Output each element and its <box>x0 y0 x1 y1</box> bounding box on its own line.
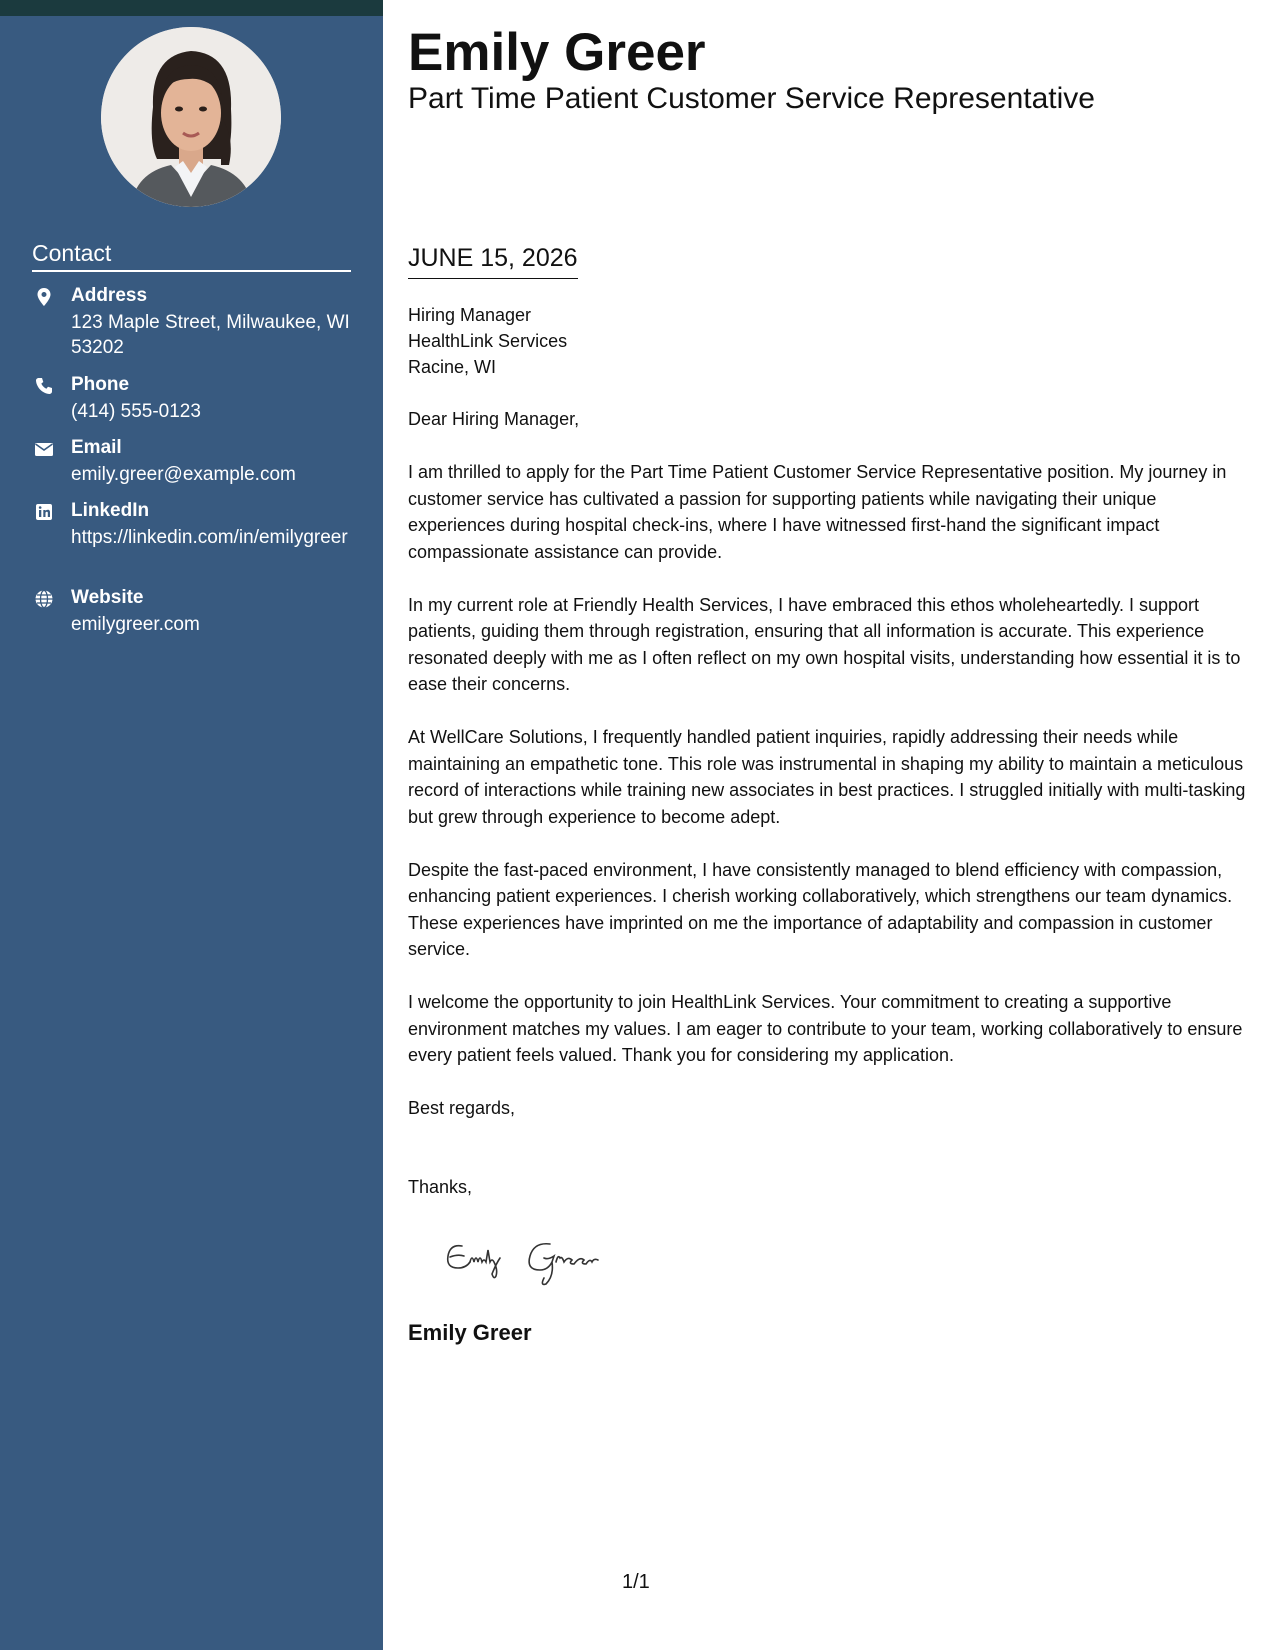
linkedin-icon <box>34 502 54 522</box>
sidebar-top-bar <box>0 0 383 16</box>
contact-label: Email <box>71 437 122 458</box>
contact-label: Website <box>71 587 144 608</box>
globe-icon <box>34 589 54 609</box>
phone-value: (414) 555-0123 <box>71 401 201 422</box>
recipient-line: HealthLink Services <box>408 331 568 351</box>
avatar <box>101 27 281 207</box>
signer-name: Emily Greer <box>408 1320 532 1345</box>
handwritten-signature <box>440 1228 640 1288</box>
address-value: 123 Maple Street, Milwaukee, WI 53202 <box>71 312 350 358</box>
email-value[interactable]: emily.greer@example.com <box>71 464 296 485</box>
website-value[interactable]: emilygreer.com <box>71 614 200 635</box>
paragraph: At WellCare Solutions, I frequently handled patient inquiries, rapidly addressing their needs while maintaining an empathetic tone. This role was instrumental in shaping my ability to maintain a meticulous record of interactions while training new associates in best practices. I struggled initially with multi-tasking but grew through experience to become adept. <box>408 727 1246 827</box>
recipient-line: Hiring Manager <box>408 305 532 325</box>
contact-label: Address <box>71 285 148 306</box>
recipient-line: Racine, WI <box>408 357 497 377</box>
salutation: Dear Hiring Manager, <box>408 409 580 429</box>
contact-label: Phone <box>71 374 130 395</box>
page-number: 1/1 <box>622 1571 650 1593</box>
phone-icon <box>34 376 54 396</box>
paragraph: I welcome the opportunity to join HealthLink Services. Your commitment to creating a supportive environment matches my values. I am eager to contribute to your team, working collaboratively to ensure every patient feels valued. Thank you for considering my application. <box>408 992 1243 1065</box>
contact-heading: Contact <box>32 240 351 272</box>
location-pin-icon <box>34 287 54 307</box>
contact-label: LinkedIn <box>71 500 150 521</box>
thanks: Thanks, <box>408 1176 473 1197</box>
sidebar <box>0 0 383 1650</box>
paragraph: Despite the fast-paced environment, I have consistently managed to blend efficiency with compassion, enhancing patient experiences. I cherish working collaboratively, which strengthens our team dynamics. These experiences have imprinted on me the importance of adaptability and compassion in customer service. <box>408 859 1233 959</box>
letter-date: JUNE 15, 2026 <box>408 244 578 279</box>
linkedin-value[interactable]: https://linkedin.com/in/emilygreer <box>71 527 348 548</box>
job-title: Part Time Patient Customer Service Representative <box>408 82 1095 115</box>
paragraph: I am thrilled to apply for the Part Time Patient Customer Service Representative position. My journey in customer service has cultivated a passion for supporting patients while navigating their unique experiences during hospital check-ins, where I have witnessed first-hand the significant impact compassionate assistance can provide. <box>408 462 1227 562</box>
letter-body <box>408 302 1250 1227</box>
recipient-block <box>408 302 1250 380</box>
paragraph: In my current role at Friendly Health Services, I have embraced this ethos wholeheartedly. I support patients, guiding them through registration, ensuring that all information is accurate. This experience resonated deeply with me as I often reflect on my own hospital visits, understanding how essential it is to ease their concerns. <box>408 594 1241 694</box>
applicant-name: Emily Greer <box>408 23 706 82</box>
closing: Best regards, <box>408 1098 516 1118</box>
envelope-icon <box>34 439 54 459</box>
